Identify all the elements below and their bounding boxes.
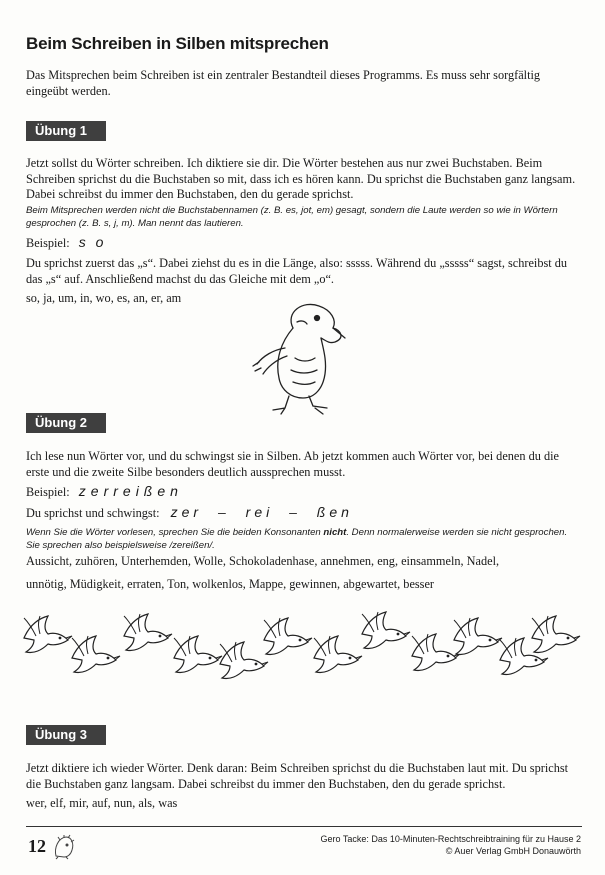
footer-credit [321, 833, 581, 857]
exercise-1-note: Beim Mitsprechen werden nicht die Buchstabennamen (z. B. es, jot, em) gesagt, sondern die Laute werden so wie in Wörtern gesprochen (z. B. s, j, m). Man nennt das lautieren. [26, 205, 558, 229]
bird-illustration [245, 298, 355, 416]
syllable-word: zer – rei – ßen [170, 504, 353, 520]
exercise-2-text: Ich lese nun Wörter vor, und du schwingst sie in Silben. Ab jetzt kommen auch Wörter vor, bei denen du die erste und die zweite Silbe besonders deutlich aussprechen musst. [26, 449, 560, 479]
exercise-1-words: so, ja, um, in, wo, es, an, er, am [26, 291, 182, 305]
exercise-2-words-line2: unnötig, Müdigkeit, erraten, Ton, wolkenlos, Mappe, gewinnen, abgewartet, besser [26, 577, 435, 591]
footer-divider [26, 826, 582, 827]
example-word: zerreißen [78, 483, 183, 499]
exercise-1-text: Jetzt sollst du Wörter schreiben. Ich diktiere sie dir. Die Wörter bestehen aus nur zwei Buchstaben. Beim Schreiben sprichst du die Buchstaben so mit, dass ich es hören kann. Du sprichst die Buchstaben ganz langsam. Dabei schreibst du immer den Buchstaben, den du gerade sprichst. [26, 156, 576, 201]
page-number: 12 [28, 836, 46, 856]
exercise-1-example [26, 234, 106, 251]
exercise-3-words: wer, elf, mir, auf, nun, als, was [26, 796, 178, 810]
credit-line-1: Gero Tacke: Das 10-Minuten-Rechtschreibtraining für zu Hause 2 [320, 834, 581, 844]
exercise-1-badge: Übung 1 [26, 121, 106, 141]
flying-birds-illustration [22, 606, 582, 686]
exercise-2-badge: Übung 2 [26, 413, 106, 433]
page-title: Beim Schreiben in Silben mitsprechen [26, 34, 329, 53]
example-label: Beispiel: [26, 485, 70, 499]
exercise-2-words-line1: Aussicht, zuhören, Unterhemden, Wolle, Schokoladenhase, annehmen, eng, einsammeln, Nadel, [26, 554, 500, 568]
intro-text: Das Mitsprechen beim Schreiben ist ein zentraler Bestandteil dieses Programms. Es muss sehr sorgfältig eingeübt werden. [26, 68, 541, 98]
speak-label: Du sprichst und schwingst: [26, 506, 160, 520]
exercise-3-text: Jetzt diktiere ich wieder Wörter. Denk daran: Beim Schreiben sprichst du die Buchstaben laut mit. Du sprichst die Buchstaben ganz langsam. Dabei schreibst du immer den Buchstaben, den du gerade sprichst. [26, 761, 569, 791]
exercise-2-syllables [26, 504, 353, 521]
exercise-3-badge: Übung 3 [26, 725, 106, 745]
example-word: s o [78, 234, 107, 250]
exercise-2-example [26, 483, 183, 500]
example-label: Beispiel: [26, 236, 70, 250]
exercise-2-note: Wenn Sie die Wörter vorlesen, sprechen Sie die beiden Konsonanten nicht. Denn normalerweise werden sie nicht gesprochen. Sie sprechen also beispielsweise /zereißen/. [26, 527, 568, 551]
hedgehog-icon [52, 834, 76, 860]
credit-line-2: © Auer Verlag GmbH Donauwörth [445, 846, 581, 856]
exercise-1-explanation: Du sprichst zuerst das „s“. Dabei ziehst du es in die Länge, also: sssss. Während du „sssss“ sagst, schreibst du das „s“ auf. Anschließend machst du das Gleiche mit dem „o“. [26, 256, 568, 286]
